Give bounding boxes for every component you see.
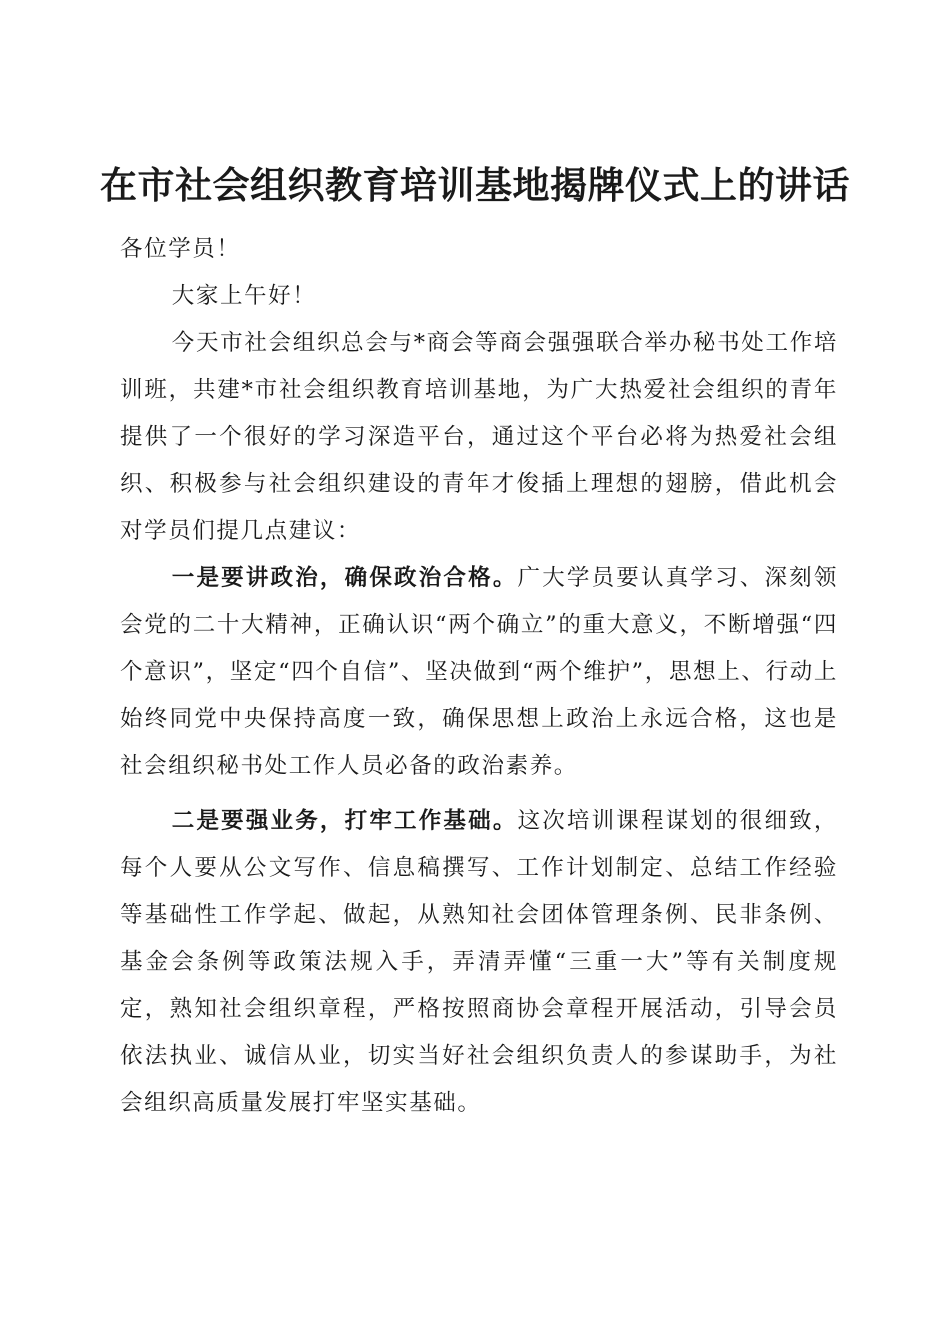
point-lead: 二是要强业务，打牢工作基础。 <box>171 808 518 834</box>
point-lead: 一是要讲政治，确保政治合格。 <box>171 565 518 591</box>
point-paragraph-2 <box>120 798 838 1127</box>
document-body <box>120 226 838 1127</box>
document-title: 在市社会组织教育培训基地揭牌仪式上的讲话 <box>100 162 850 207</box>
salutation: 各位学员！ <box>120 236 241 262</box>
point-text: 这次培训课程谋划的很细致，每个人要从公文写作、信息稿撰写、工作计划制定、总结工作经验等基础性工作学起、做起，从熟知社会团体管理条例、民非条例、基金会条例等政策法规入手，弄清弄懂“三重一大”等有关制度规定，熟知社会组织章程，严格按照商协会章程开展活动，引导会员依法执业、诚信从业，切实当好社会组织负责人的参谋助手，为社会组织高质量发展打牢坚实基础。 <box>120 808 838 1116</box>
point-text: 广大学员要认真学习、深刻领会党的二十大精神，正确认识“两个确立”的重大意义，不断增强“四个意识”，坚定“四个自信”、坚决做到“两个维护”，思想上、行动上始终同党中央保持高度一致，确保思想上政治上永远合格，这也是社会组织秘书处工作人员必备的政治素养。 <box>120 565 838 779</box>
greeting: 大家上午好！ <box>171 283 317 309</box>
point-paragraph-1 <box>120 555 838 790</box>
intro-paragraph: 今天市社会组织总会与*商会等商会强强联合举办秘书处工作培训班，共建*市社会组织教育培训基地，为广大热爱社会组织的青年提供了一个很好的学习深造平台，通过这个平台必将为热爱社会组织、积极参与社会组织建设的青年才俊插上理想的翅膀，借此机会对学员们提几点建议： <box>120 330 838 544</box>
